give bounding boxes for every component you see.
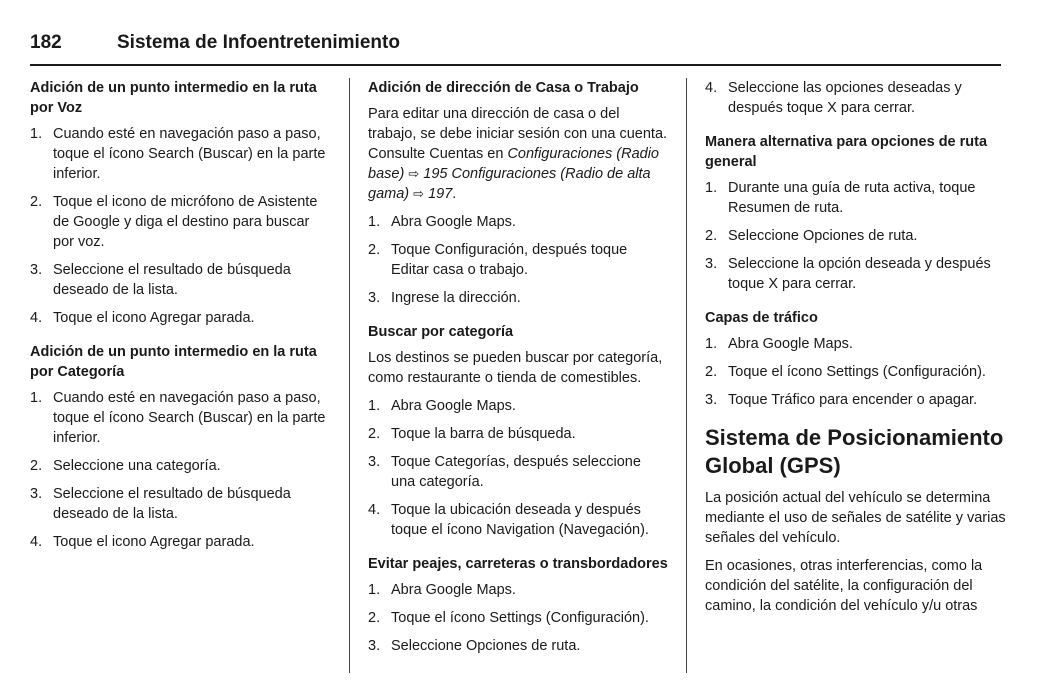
step-number: 3. [30,262,43,278]
section-continued-steps [705,78,1006,118]
step-item [30,532,330,552]
step-number: 1. [30,126,43,142]
step-text: Seleccione una categoría. [53,458,221,474]
chapter-title: Sistema de Infoentretenimiento [117,32,400,53]
step-text: Toque Tráfico para encender o apagar. [728,392,978,408]
cross-reference-page: 195 [423,166,448,182]
step-number: 3. [368,290,381,306]
cross-reference-title: Configuraciones (Radio de alta gama) [368,166,651,202]
step-list [705,178,1006,294]
step-number: 1. [705,180,718,196]
step-text: Abra Google Maps. [728,336,853,352]
page-header [30,28,1001,66]
step-item [705,334,1006,354]
step-item [705,254,1006,294]
step-text: Seleccione Opciones de ruta. [728,228,918,244]
step-number: 4. [30,310,43,326]
step-number: 1. [368,398,381,414]
step-number: 2. [30,194,43,210]
step-number: 4. [705,80,718,96]
subheading: Adición de dirección de Casa o Trabajo [368,80,639,96]
step-text: Seleccione las opciones deseadas y después toque X para cerrar. [728,80,962,116]
step-list [30,388,330,552]
step-text: Seleccione Opciones de ruta. [391,638,581,654]
step-text: Toque la ubicación deseada y después toque el ícono Navigation (Navegación). [391,502,649,538]
step-number: 2. [705,364,718,380]
step-number: 3. [705,392,718,408]
step-item [705,226,1006,246]
column-left [30,78,330,673]
step-text: Toque el icono Agregar parada. [53,310,255,326]
step-item [30,388,330,448]
arrow-right-icon: ⇨ [408,166,420,181]
step-text: Abra Google Maps. [391,214,516,230]
paragraph [368,104,669,204]
step-item [30,456,330,476]
step-text: Abra Google Maps. [391,398,516,414]
step-item [705,178,1006,218]
page-number: 182 [30,32,62,53]
step-number: 2. [705,228,718,244]
step-number: 2. [368,610,381,626]
step-item [368,396,669,416]
step-item [368,240,669,280]
step-text: Toque el icono Agregar parada. [53,534,255,550]
section-search-category [368,322,669,540]
step-text: Toque Configuración, después toque Editar casa o trabajo. [391,242,628,278]
paragraph: La posición actual del vehículo se determina mediante el uso de señales de satélite y varias señales del vehículo. [705,490,1006,546]
step-item [368,212,669,232]
section-avoid-tolls [368,554,669,656]
cross-reference-page: 197 [428,186,453,202]
step-text: Toque Categorías, después seleccione una categoría. [391,454,641,490]
step-text: Toque el ícono Settings (Configuración). [391,610,649,626]
cross-reference-title: Configuraciones (Radio base) [368,146,659,182]
step-number: 2. [368,242,381,258]
subheading: Capas de tráfico [705,310,818,326]
step-number: 1. [30,390,43,406]
step-number: 3. [705,256,718,272]
step-list [705,334,1006,410]
step-item [30,192,330,252]
column-right [686,78,1006,673]
step-item [368,636,669,656]
step-number: 4. [30,534,43,550]
paragraph-text: Para editar una dirección de casa o del trabajo, se debe iniciar sesión con una cuenta. Consulte Cuentas en [368,106,668,162]
step-item [30,124,330,184]
section-waypoint-category [30,342,330,552]
step-list [368,580,669,656]
step-number: 1. [368,214,381,230]
step-item [368,452,669,492]
step-number: 4. [368,502,381,518]
step-text: Abra Google Maps. [391,582,516,598]
step-text: Seleccione el resultado de búsqueda deseado de la lista. [53,486,291,522]
subheading: Adición de un punto intermedio en la ruta por Voz [30,80,317,116]
step-number: 1. [368,582,381,598]
step-item [705,362,1006,382]
step-text: Seleccione el resultado de búsqueda deseado de la lista. [53,262,291,298]
paragraph: En ocasiones, otras interferencias, como la condición del satélite, la configuración del camino, la condición del vehículo y/u otras [705,558,983,614]
step-number: 2. [30,458,43,474]
section-heading: Sistema de Posicionamiento Global (GPS) [705,425,1004,478]
section-gps [705,424,1006,616]
step-item [368,580,669,600]
section-alternative-route-options [705,132,1006,294]
subheading: Buscar por categoría [368,324,514,340]
section-waypoint-voice [30,78,330,328]
step-number: 1. [705,336,718,352]
step-list [368,212,669,308]
step-item [368,608,669,628]
subheading: Evitar peajes, carreteras o transbordadores [368,556,668,572]
step-number: 3. [368,454,381,470]
step-text: Cuando esté en navegación paso a paso, toque el ícono Search (Buscar) en la parte inferior. [53,390,326,446]
step-item [368,288,669,308]
step-item [368,424,669,444]
section-home-work-address [368,78,669,308]
step-item [705,78,1006,118]
step-list [705,78,1006,118]
step-text: Cuando esté en navegación paso a paso, toque el ícono Search (Buscar) en la parte inferior. [53,126,326,182]
step-item [30,484,330,524]
step-item [705,390,1006,410]
step-list [30,124,330,328]
section-traffic-layers [705,308,1006,410]
subheading: Manera alternativa para opciones de ruta general [705,134,988,170]
paragraph: Los destinos se pueden buscar por categoría, como restaurante o tienda de comestibles. [368,350,663,386]
step-item [30,308,330,328]
step-text: Toque el icono de micrófono de Asistente de Google y diga el destino para buscar por voz. [53,194,318,250]
step-list [368,396,669,540]
arrow-right-icon: ⇨ [413,186,425,201]
step-number: 2. [368,426,381,442]
step-text: Toque la barra de búsqueda. [391,426,576,442]
step-item [368,500,669,540]
step-text: Toque el ícono Settings (Configuración). [728,364,986,380]
paragraph-text: . [452,186,457,202]
step-text: Ingrese la dirección. [391,290,521,306]
step-number: 3. [368,638,381,654]
step-text: Seleccione la opción deseada y después toque X para cerrar. [728,256,991,292]
step-text: Durante una guía de ruta activa, toque Resumen de ruta. [728,180,976,216]
subheading: Adición de un punto intermedio en la ruta por Categoría [30,344,317,380]
column-middle [349,78,669,673]
step-number: 3. [30,486,43,502]
step-item [30,260,330,300]
